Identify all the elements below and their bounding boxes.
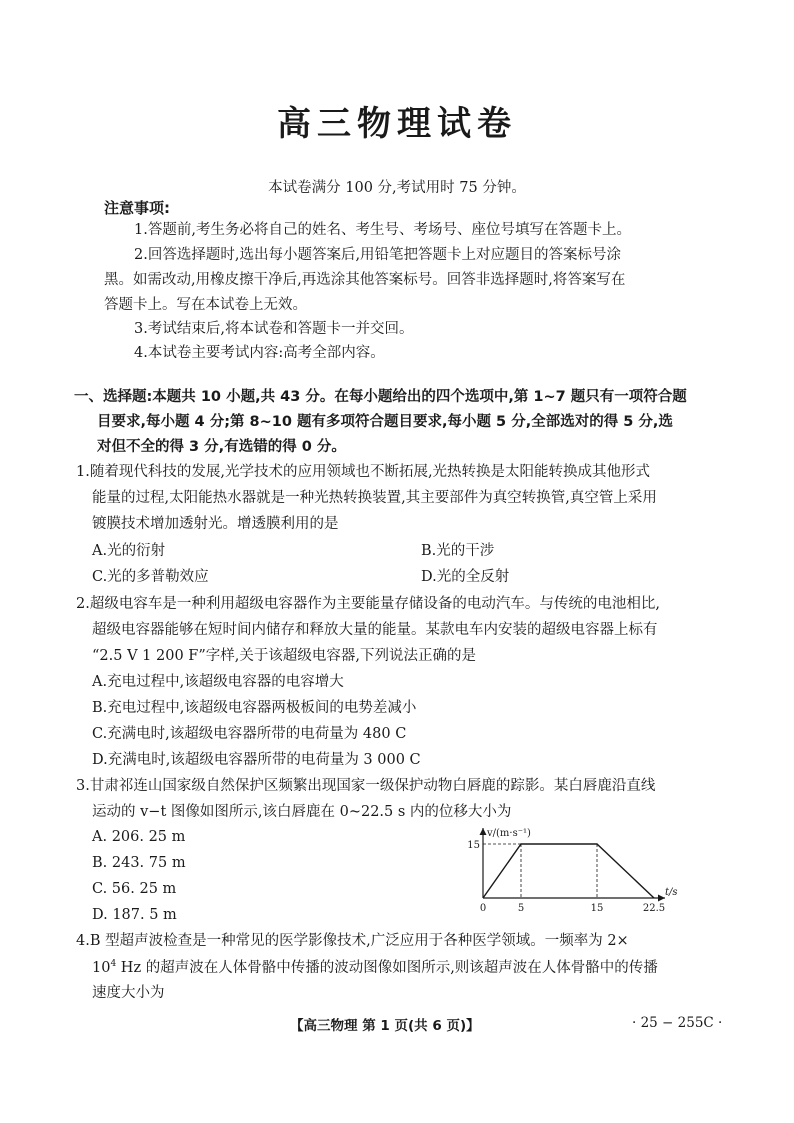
question-1-stem: 镀膜技术增加透射光。增透膜利用的是 — [92, 516, 339, 532]
notes-line: 答题卡上。写在本试卷上无效。 — [104, 297, 307, 313]
x-axis-label: t/s — [665, 887, 678, 898]
question-4-stem: 4.B 型超声波检查是一种常见的医学影像技术,广泛应用于各种医学领域。一频率为 2× — [76, 933, 629, 949]
x-tick-label: 0 — [479, 903, 487, 914]
section-instruction: 目要求,每小题 4 分;第 8~10 题有多项符合题目要求,每小题 5 分,全部选对的得 5 分,选 — [97, 414, 673, 430]
question-2-stem: 超级电容器能够在短时间内储存和释放大量的能量。某款电车内安装的超级电容器上标有 — [92, 622, 658, 638]
question-1-option-b: B.光的干涉 — [421, 543, 495, 559]
x-tick-label: 22.5 — [642, 903, 666, 914]
question-3-option-c: C. 56. 25 m — [92, 881, 177, 897]
question-4-stem-text: Hz 的超声波在人体骨骼中传播的波动图像如图所示,则该超声波在人体骨骼中的传播 — [120, 959, 658, 976]
question-1-stem: 能量的过程,太阳能热水器就是一种光热转换装置,其主要部件为真空转换管,真空管上采用 — [92, 490, 657, 506]
section-instruction: 一、选择题:本题共 10 小题,共 43 分。在每小题给出的四个选项中,第 1~7 题只有一项符合题 — [74, 389, 687, 405]
x-tick-label: 15 — [590, 903, 604, 914]
question-3-stem: 3.甘肃祁连山国家级自然保护区频繁出现国家一级保护动物白唇鹿的踪影。某白唇鹿沿直线 — [76, 778, 656, 794]
notes-line: 3.考试结束后,将本试卷和答题卡一并交回。 — [134, 321, 414, 337]
question-2-option-d: D.充满电时,该超级电容器所带的电荷量为 3 000 C — [92, 752, 421, 768]
question-3-option-a: A. 206. 25 m — [92, 829, 186, 845]
frequency-exponent: 4 — [110, 959, 117, 969]
question-2-option-c: C.充满电时,该超级电容器所带的电荷量为 480 C — [92, 726, 407, 742]
question-2-stem: 2.超级电容车是一种利用超级电容器作为主要能量存储设备的电动汽车。与传统的电池相比, — [76, 596, 660, 612]
question-2-option-b: B.充电过程中,该超级电容器两极板间的电势差减小 — [92, 700, 417, 716]
question-1-option-c: C.光的多普勒效应 — [92, 569, 209, 585]
x-tick-label: 5 — [517, 903, 525, 914]
question-1-stem: 1.随着现代科技的发展,光学技术的应用领域也不断拓展,光热转换是太阳能转换成其他形式 — [76, 464, 651, 480]
question-3-option-b: B. 243. 75 m — [92, 855, 186, 871]
question-1-option-a: A.光的衍射 — [92, 543, 166, 559]
notes-line: 2.回答选择题时,选出每小题答案后,用铅笔把答题卡上对应题目的答案标号涂 — [134, 247, 622, 263]
notes-heading: 注意事项: — [104, 199, 170, 217]
question-2-option-a: A.充电过程中,该超级电容器的电容增大 — [92, 674, 344, 690]
notes-line: 4.本试卷主要考试内容:高考全部内容。 — [134, 345, 385, 361]
question-1-option-d: D.光的全反射 — [421, 569, 510, 585]
page-code: · 25 − 255C · — [632, 1015, 723, 1031]
velocity-series-line — [483, 844, 654, 898]
question-2-stem: “2.5 V 1 200 F”字样,关于该超级电容器,下列说法正确的是 — [92, 648, 476, 664]
y-tick-label: 15 — [467, 840, 480, 851]
question-3-option-d: D. 187. 5 m — [92, 907, 177, 923]
section-instruction: 对但不全的得 3 分,有选错的得 0 分。 — [97, 439, 346, 455]
question-4-stem — [92, 960, 658, 975]
page-title: 高三物理试卷 — [277, 104, 517, 144]
notes-line: 1.答题前,考生务必将自己的姓名、考生号、考场号、座位号填写在答题卡上。 — [134, 222, 631, 238]
vt-graph — [455, 818, 685, 920]
exam-info: 本试卷满分 100 分,考试用时 75 分钟。 — [268, 180, 526, 196]
frequency-base: 10 — [92, 959, 111, 976]
y-axis-label: v/(m·s⁻¹) — [487, 828, 531, 839]
page-footer: 【高三物理 第 1 页(共 6 页)】 — [290, 1018, 480, 1034]
question-3-stem: 运动的 v−t 图像如图所示,该白唇鹿在 0~22.5 s 内的位移大小为 — [92, 804, 512, 820]
question-4-stem: 速度大小为 — [92, 985, 165, 1001]
notes-line: 黑。如需改动,用橡皮擦干净后,再选涂其他答案标号。回答非选择题时,将答案写在 — [104, 272, 626, 288]
